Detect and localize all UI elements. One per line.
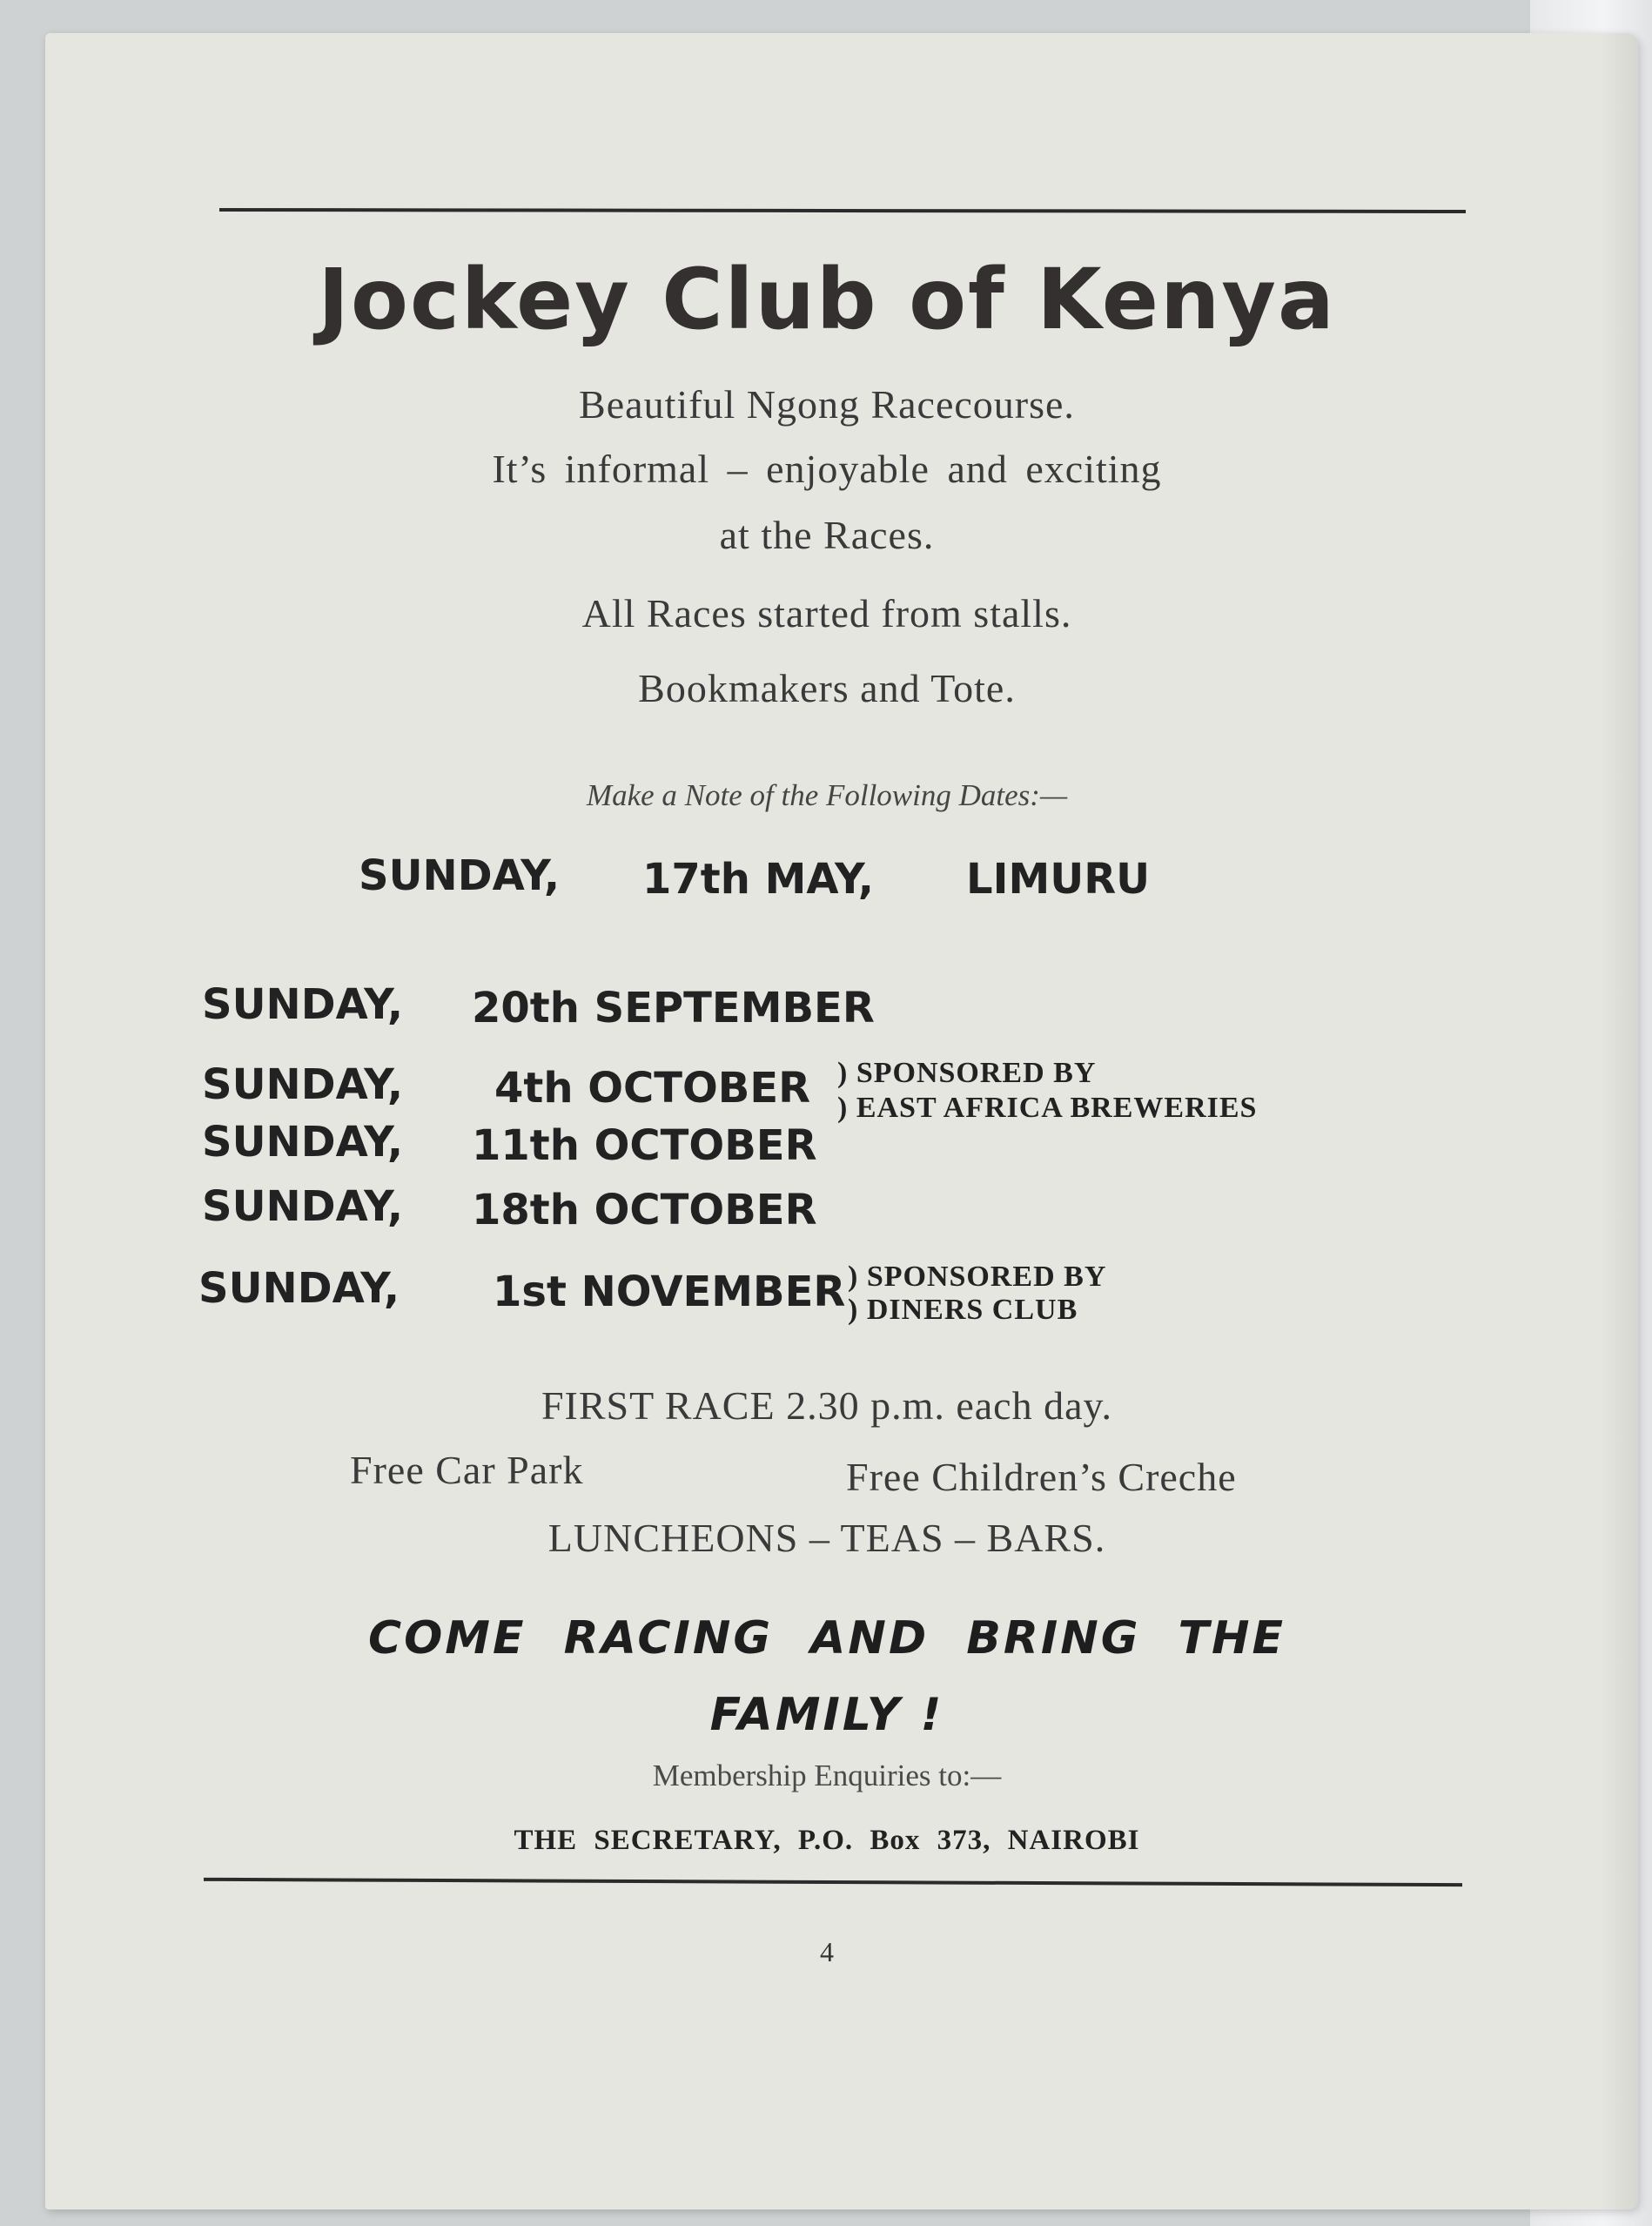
slogan-line-2: FAMILY !	[709, 1689, 944, 1741]
intro-line-3: at the Races.	[719, 513, 935, 557]
sponsor-line: ) DINERS CLUB	[848, 1294, 1078, 1326]
creche-info: Free Children’s Creche	[846, 1455, 1237, 1499]
sponsor-line: ) EAST AFRICA BREWERIES	[837, 1092, 1258, 1124]
race-day: SUNDAY,	[202, 980, 404, 1029]
limuru-date: 17th MAY,	[642, 855, 874, 904]
intro-line-4: All Races started from stalls.	[581, 591, 1072, 636]
page-title: Jockey Club of Kenya	[318, 251, 1336, 348]
intro-line-5: Bookmakers and Tote.	[638, 666, 1016, 710]
limuru-day: SUNDAY,	[359, 851, 561, 900]
race-day: SUNDAY,	[202, 1182, 404, 1231]
race-day: SUNDAY,	[202, 1060, 404, 1109]
catering-info: LUNCHEONS – TEAS – BARS.	[547, 1516, 1106, 1560]
secretary-address: THE SECRETARY, P.O. Box 373, NAIROBI	[514, 1825, 1140, 1856]
page-gutter-shadow	[1600, 33, 1638, 2209]
sponsor-line: ) SPONSORED BY	[848, 1261, 1107, 1293]
race-date: 18th OCTOBER	[472, 1186, 817, 1234]
race-date: 4th OCTOBER	[494, 1064, 811, 1113]
slogan-line-1: COME RACING AND BRING THE	[367, 1612, 1286, 1664]
sponsor-line: ) SPONSORED BY	[837, 1057, 1097, 1089]
intro-line-2: It’s informal – enjoyable and exciting	[492, 447, 1162, 491]
first-race-time: FIRST RACE 2.30 p.m. each day.	[541, 1383, 1113, 1428]
race-day: SUNDAY,	[202, 1118, 404, 1167]
limuru-venue: LIMURU	[966, 855, 1151, 904]
membership-note: Membership Enquiries to:—	[652, 1759, 1002, 1792]
race-date: 20th SEPTEMBER	[472, 984, 875, 1032]
race-day: SUNDAY,	[198, 1264, 400, 1313]
page-number: 4	[820, 1936, 834, 1967]
race-date: 11th OCTOBER	[472, 1121, 817, 1170]
race-date: 1st NOVEMBER	[493, 1268, 846, 1316]
car-park-info: Free Car Park	[350, 1448, 584, 1492]
dates-note: Make a Note of the Following Dates:—	[586, 778, 1068, 812]
intro-line-1: Beautiful Ngong Racecourse.	[579, 382, 1075, 427]
